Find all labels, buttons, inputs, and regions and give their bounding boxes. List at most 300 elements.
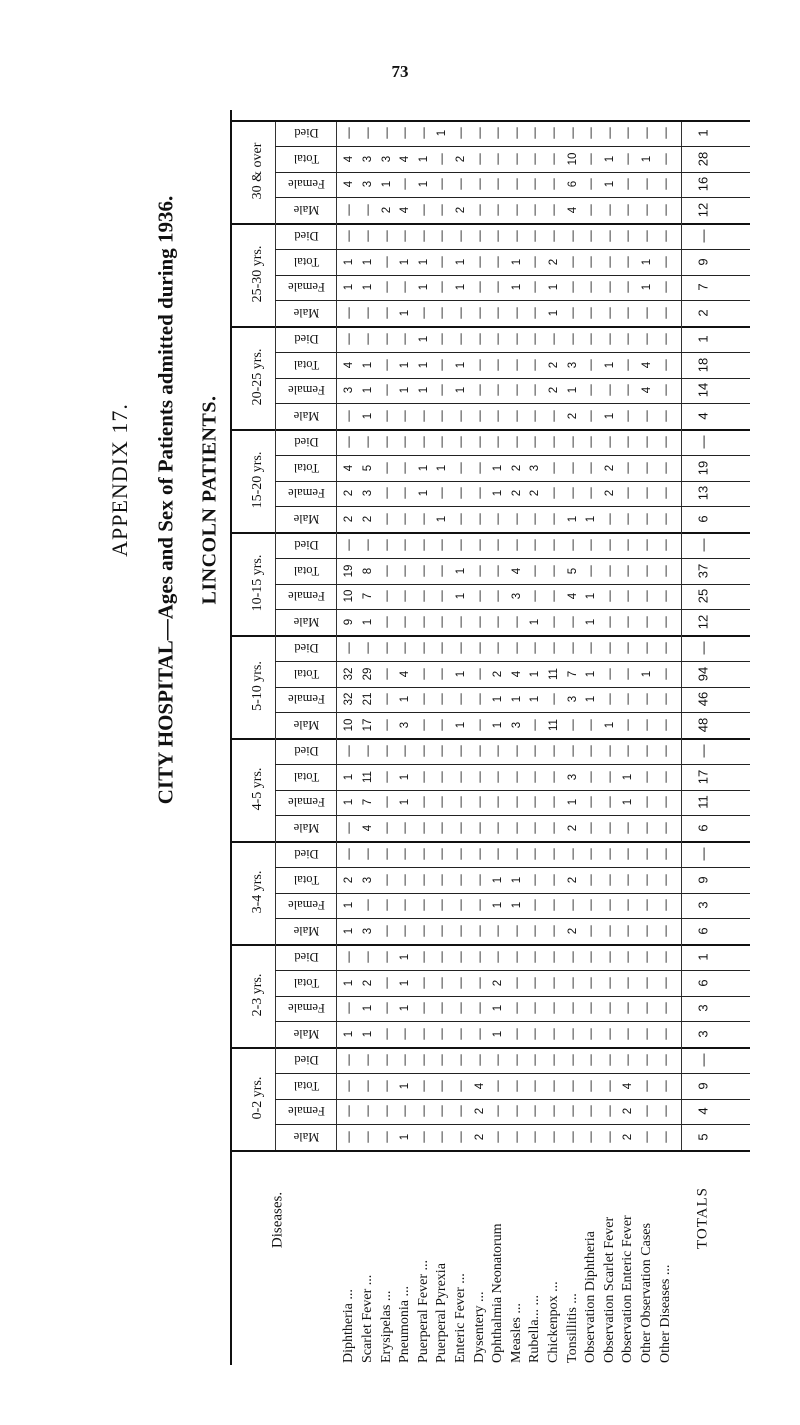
- table-cell: —: [548, 642, 561, 654]
- table-cell: —: [361, 230, 374, 242]
- disease-label: Puerperal Pyrexia: [434, 1263, 450, 1363]
- table-cell: —: [659, 461, 672, 474]
- table-cell: —: [361, 333, 374, 345]
- table-cell: 4: [399, 206, 412, 214]
- table-cell: —: [343, 951, 356, 963]
- table-cell: 4: [343, 361, 356, 368]
- table-cell: —: [529, 1105, 542, 1118]
- table-cell: —: [436, 255, 449, 268]
- table-cell: —: [380, 951, 393, 963]
- table-cell: —: [473, 178, 486, 191]
- diseases-header: Diseases.: [269, 1191, 286, 1249]
- table-cell: —: [473, 1002, 486, 1015]
- table-cell: —: [603, 848, 616, 860]
- table-cell: 1: [585, 670, 598, 677]
- table-cell: —: [603, 693, 616, 706]
- table-cell: —: [585, 822, 598, 834]
- table-cell: —: [510, 976, 523, 989]
- table-cell: —: [529, 745, 542, 757]
- column-label: Died: [294, 331, 319, 346]
- table-cell: 1: [454, 721, 467, 729]
- table-cell: —: [417, 1028, 430, 1040]
- table-cell: —: [492, 204, 505, 216]
- table-cell: —: [492, 152, 505, 165]
- table-cell: —: [492, 770, 505, 783]
- table-cell: —: [659, 230, 672, 242]
- table-cell: 1: [343, 902, 356, 909]
- table-cell: —: [585, 925, 598, 937]
- table-cell: —: [529, 1002, 542, 1015]
- age-group-label: 25-30 yrs.: [249, 245, 265, 303]
- column-label: Male: [293, 924, 320, 939]
- table-cell: 4: [399, 670, 412, 677]
- table-cell: —: [399, 127, 412, 139]
- table-cell: 10: [566, 152, 579, 166]
- table-cell: 3: [566, 773, 579, 780]
- table-cell: —: [585, 951, 598, 963]
- table-cell: —: [492, 951, 505, 963]
- sub-row-line: [275, 506, 750, 507]
- table-cell: —: [436, 667, 449, 680]
- table-cell: —: [641, 848, 654, 860]
- table-cell: —: [659, 1028, 672, 1040]
- table-cell: —: [641, 976, 654, 989]
- table-cell: —: [529, 127, 542, 139]
- table-cell: —: [659, 873, 672, 886]
- table-cell: —: [417, 127, 430, 139]
- table-cell: —: [510, 307, 523, 319]
- table-cell: —: [473, 436, 486, 448]
- table-cell: —: [436, 1054, 449, 1066]
- table-cell: —: [510, 152, 523, 165]
- table-cell: —: [380, 255, 393, 268]
- table-cell: —: [641, 230, 654, 242]
- table-cell: —: [603, 590, 616, 603]
- disease-label: Diphtheria ...: [341, 1289, 357, 1363]
- totals-cell: —: [695, 538, 710, 552]
- table-cell: —: [659, 796, 672, 809]
- table-cell: —: [659, 976, 672, 989]
- totals-cell: 12: [695, 614, 710, 630]
- table-cell: 1: [361, 387, 374, 394]
- table-cell: —: [361, 848, 374, 860]
- table-cell: —: [641, 564, 654, 577]
- table-cell: —: [436, 1002, 449, 1015]
- totals-cell: 48: [695, 717, 710, 733]
- table-cell: —: [454, 848, 467, 860]
- table-cell: —: [659, 152, 672, 165]
- table-cell: —: [343, 307, 356, 319]
- table-cell: —: [622, 152, 635, 165]
- table-cell: —: [492, 1054, 505, 1066]
- table-cell: —: [473, 513, 486, 525]
- table-cell: —: [603, 127, 616, 139]
- table-cell: —: [380, 1079, 393, 1092]
- admissions-table: [230, 110, 750, 1365]
- table-cell: —: [436, 951, 449, 963]
- table-cell: —: [399, 539, 412, 551]
- table-cell: 2: [473, 1133, 486, 1141]
- table-cell: 1: [417, 284, 430, 291]
- table-cell: —: [380, 461, 393, 474]
- age-group-label: 0-2 yrs.: [249, 1076, 265, 1120]
- table-cell: —: [436, 564, 449, 577]
- table-cell: —: [436, 693, 449, 706]
- table-cell: —: [436, 410, 449, 422]
- table-cell: —: [361, 642, 374, 654]
- table-cell: —: [399, 333, 412, 345]
- table-cell: —: [436, 796, 449, 809]
- table-cell: 2: [454, 155, 467, 162]
- table-cell: —: [659, 127, 672, 139]
- table-cell: —: [585, 745, 598, 757]
- table-cell: —: [529, 333, 542, 345]
- table-cell: —: [529, 307, 542, 319]
- table-cell: —: [659, 951, 672, 963]
- table-cell: —: [436, 436, 449, 448]
- table-cell: —: [492, 255, 505, 268]
- table-cell: —: [659, 770, 672, 783]
- table-cell: —: [585, 461, 598, 474]
- table-cell: —: [436, 873, 449, 886]
- table-cell: —: [454, 770, 467, 783]
- table-cell: 7: [566, 670, 579, 677]
- table-cell: —: [622, 307, 635, 319]
- table-cell: 3: [510, 721, 523, 729]
- table-cell: —: [659, 1131, 672, 1143]
- table-cell: —: [492, 564, 505, 577]
- table-cell: 1: [436, 129, 449, 137]
- table-cell: 1: [399, 979, 412, 986]
- table-cell: 2: [361, 979, 374, 986]
- column-label: Total: [293, 357, 320, 372]
- table-cell: —: [380, 693, 393, 706]
- table-cell: —: [436, 307, 449, 319]
- table-cell: —: [529, 1028, 542, 1040]
- table-cell: —: [529, 1054, 542, 1066]
- table-cell: —: [566, 642, 579, 654]
- table-cell: 1: [492, 902, 505, 909]
- table-cell: —: [436, 204, 449, 216]
- table-cell: 3: [529, 464, 542, 471]
- totals-cell: 9: [695, 258, 710, 266]
- table-cell: —: [436, 1079, 449, 1092]
- table-cell: —: [641, 745, 654, 757]
- table-cell: 1: [603, 181, 616, 188]
- table-cell: —: [641, 307, 654, 319]
- table-cell: —: [343, 745, 356, 757]
- table-cell: 1: [510, 696, 523, 703]
- table-cell: 1: [380, 181, 393, 188]
- table-cell: —: [566, 1002, 579, 1015]
- disease-label: Observation Scarlet Fever: [601, 1216, 617, 1363]
- table-cell: —: [417, 307, 430, 319]
- table-cell: —: [585, 358, 598, 371]
- table-cell: 3: [361, 927, 374, 935]
- table-cell: —: [529, 564, 542, 577]
- table-cell: —: [417, 436, 430, 448]
- table-cell: 1: [510, 284, 523, 291]
- table-cell: 2: [510, 490, 523, 497]
- table-cell: —: [548, 590, 561, 603]
- sub-row-line: [275, 867, 750, 868]
- totals-cell: 5: [695, 1133, 710, 1141]
- table-cell: —: [436, 1028, 449, 1040]
- sub-row-line: [275, 403, 750, 404]
- table-cell: —: [566, 1028, 579, 1040]
- table-cell: 5: [361, 464, 374, 471]
- table-cell: —: [510, 642, 523, 654]
- table-cell: —: [436, 822, 449, 834]
- table-cell: 1: [566, 799, 579, 806]
- table-subtitle: LINCOLN PATIENTS.: [198, 395, 221, 605]
- sub-row-line: [275, 249, 750, 250]
- table-cell: —: [361, 1131, 374, 1143]
- table-cell: 1: [641, 155, 654, 162]
- table-cell: —: [622, 745, 635, 757]
- table-cell: 1: [566, 515, 579, 523]
- table-cell: —: [473, 770, 486, 783]
- table-cell: —: [343, 848, 356, 860]
- table-cell: 19: [343, 564, 356, 578]
- table-cell: —: [548, 693, 561, 706]
- table-cell: —: [399, 487, 412, 500]
- table-cell: —: [529, 358, 542, 371]
- table-cell: 3: [566, 361, 579, 368]
- table-cell: —: [548, 127, 561, 139]
- disease-label: Observation Diphtheria: [583, 1231, 599, 1363]
- table-cell: 1: [548, 309, 561, 317]
- table-cell: —: [380, 127, 393, 139]
- table-cell: 1: [641, 258, 654, 265]
- table-cell: 2: [343, 876, 356, 883]
- table-cell: —: [548, 770, 561, 783]
- table-cell: —: [343, 1079, 356, 1092]
- table-cell: —: [492, 796, 505, 809]
- table-cell: —: [417, 590, 430, 603]
- table-cell: 4: [510, 567, 523, 574]
- column-label: Female: [288, 589, 325, 604]
- sub-row-line: [275, 300, 750, 301]
- totals-cell: 9: [695, 1082, 710, 1090]
- table-cell: —: [417, 410, 430, 422]
- table-cell: —: [417, 745, 430, 757]
- sub-row-line: [275, 455, 750, 456]
- disease-label: Observation Enteric Fever: [620, 1215, 636, 1363]
- table-cell: —: [603, 204, 616, 216]
- table-cell: —: [622, 925, 635, 937]
- table-cell: —: [454, 307, 467, 319]
- table-cell: —: [492, 925, 505, 937]
- table-cell: —: [473, 616, 486, 628]
- table-cell: —: [603, 642, 616, 654]
- table-cell: —: [399, 873, 412, 886]
- table-cell: —: [343, 1131, 356, 1143]
- totals-cell: 7: [695, 283, 710, 291]
- table-cell: —: [380, 281, 393, 294]
- table-cell: —: [343, 127, 356, 139]
- table-cell: —: [529, 873, 542, 886]
- table-cell: 2: [492, 670, 505, 677]
- table-cell: —: [417, 1131, 430, 1143]
- age-group-label: 15-20 yrs.: [249, 451, 265, 509]
- table-cell: 2: [566, 927, 579, 935]
- sub-row-line: [275, 146, 750, 147]
- table-cell: —: [399, 616, 412, 628]
- table-cell: —: [473, 667, 486, 680]
- table-cell: —: [492, 410, 505, 422]
- table-cell: —: [380, 1105, 393, 1118]
- table-cell: —: [603, 384, 616, 397]
- table-cell: 1: [399, 1082, 412, 1089]
- table-cell: —: [548, 951, 561, 963]
- table-cell: —: [529, 925, 542, 937]
- disease-label: Puerperal Fever ...: [415, 1259, 431, 1363]
- table-cell: —: [492, 513, 505, 525]
- table-cell: —: [399, 590, 412, 603]
- table-cell: 4: [641, 387, 654, 394]
- table-cell: —: [417, 539, 430, 551]
- table-cell: —: [454, 1079, 467, 1092]
- table-cell: —: [659, 564, 672, 577]
- table-cell: 1: [436, 464, 449, 471]
- table-cell: —: [529, 899, 542, 912]
- table-cell: 1: [436, 515, 449, 523]
- table-cell: —: [585, 1131, 598, 1143]
- table-cell: —: [548, 873, 561, 886]
- table-cell: —: [548, 848, 561, 860]
- table-cell: —: [380, 642, 393, 654]
- table-cell: 1: [454, 284, 467, 291]
- table-cell: —: [361, 1105, 374, 1118]
- table-cell: —: [454, 616, 467, 628]
- table-cell: —: [380, 1131, 393, 1143]
- table-cell: 10: [343, 589, 356, 603]
- table-cell: —: [641, 1054, 654, 1066]
- table-cell: 4: [622, 1082, 635, 1089]
- table-cell: —: [473, 951, 486, 963]
- table-cell: 32: [343, 667, 356, 681]
- table-cell: —: [603, 770, 616, 783]
- table-cell: 1: [492, 1005, 505, 1012]
- table-cell: —: [417, 899, 430, 912]
- table-cell: —: [566, 436, 579, 448]
- table-cell: —: [380, 230, 393, 242]
- sub-row-line: [275, 764, 750, 765]
- table-cell: —: [343, 230, 356, 242]
- table-cell: 1: [548, 284, 561, 291]
- table-cell: —: [399, 436, 412, 448]
- table-cell: —: [603, 255, 616, 268]
- table-cell: —: [473, 822, 486, 834]
- table-cell: —: [380, 873, 393, 886]
- table-cell: 2: [603, 490, 616, 497]
- table-cell: —: [436, 487, 449, 500]
- totals-cell: 1: [695, 953, 710, 961]
- column-label: Female: [288, 177, 325, 192]
- table-cell: —: [436, 333, 449, 345]
- table-cell: —: [622, 667, 635, 680]
- table-cell: —: [473, 693, 486, 706]
- table-cell: —: [622, 976, 635, 989]
- table-cell: —: [454, 1054, 467, 1066]
- table-cell: —: [436, 281, 449, 294]
- column-label: Female: [288, 383, 325, 398]
- column-label: Died: [294, 1052, 319, 1067]
- table-cell: —: [585, 796, 598, 809]
- disease-label: Measles ...: [508, 1303, 524, 1363]
- totals-cell: 3: [695, 901, 710, 909]
- table-cell: —: [603, 1131, 616, 1143]
- table-cell: —: [659, 358, 672, 371]
- totals-cell: 9: [695, 876, 710, 884]
- group-divider: [230, 1047, 750, 1049]
- table-cell: —: [641, 719, 654, 731]
- table-cell: 3: [361, 876, 374, 883]
- table-cell: —: [548, 796, 561, 809]
- disease-label: Erysipelas ...: [378, 1290, 394, 1363]
- table-cell: 1: [343, 979, 356, 986]
- table-cell: —: [361, 204, 374, 216]
- table-cell: —: [585, 384, 598, 397]
- table-cell: —: [492, 1105, 505, 1118]
- group-divider: [230, 841, 750, 843]
- table-cell: 1: [510, 876, 523, 883]
- table-cell: 2: [566, 412, 579, 420]
- totals-cell: —: [695, 435, 710, 449]
- table-cell: —: [622, 951, 635, 963]
- table-cell: 1: [585, 515, 598, 523]
- column-label: Female: [288, 1104, 325, 1119]
- age-group-label: 10-15 yrs.: [249, 554, 265, 612]
- table-cell: —: [454, 127, 467, 139]
- table-cell: —: [622, 333, 635, 345]
- disease-label: Chickenpox ...: [546, 1281, 562, 1363]
- totals-cell: 25: [695, 589, 710, 604]
- table-cell: —: [436, 358, 449, 371]
- table-cell: —: [566, 461, 579, 474]
- table-cell: —: [566, 487, 579, 500]
- table-cell: —: [454, 178, 467, 191]
- diseases-divider: [230, 1150, 750, 1152]
- table-cell: —: [510, 925, 523, 937]
- table-cell: —: [622, 1002, 635, 1015]
- table-cell: —: [529, 796, 542, 809]
- totals-cell: 6: [695, 979, 710, 987]
- table-cell: —: [473, 642, 486, 654]
- table-cell: 2: [380, 206, 393, 214]
- table-cell: —: [622, 281, 635, 294]
- table-cell: —: [622, 848, 635, 860]
- table-cell: —: [492, 1079, 505, 1092]
- table-cell: —: [659, 281, 672, 294]
- table-cell: —: [566, 281, 579, 294]
- column-label: Total: [293, 666, 320, 681]
- totals-cell: 6: [695, 824, 710, 832]
- table-cell: —: [548, 436, 561, 448]
- table-cell: —: [417, 822, 430, 834]
- table-cell: —: [454, 745, 467, 757]
- table-cell: —: [566, 951, 579, 963]
- table-cell: —: [641, 410, 654, 422]
- totals-cell: 11: [695, 795, 710, 810]
- table-cell: —: [529, 642, 542, 654]
- table-cell: 2: [548, 361, 561, 368]
- column-label: Total: [293, 872, 320, 887]
- table-cell: 1: [399, 258, 412, 265]
- table-cell: 3: [343, 387, 356, 394]
- table-cell: 2: [343, 515, 356, 523]
